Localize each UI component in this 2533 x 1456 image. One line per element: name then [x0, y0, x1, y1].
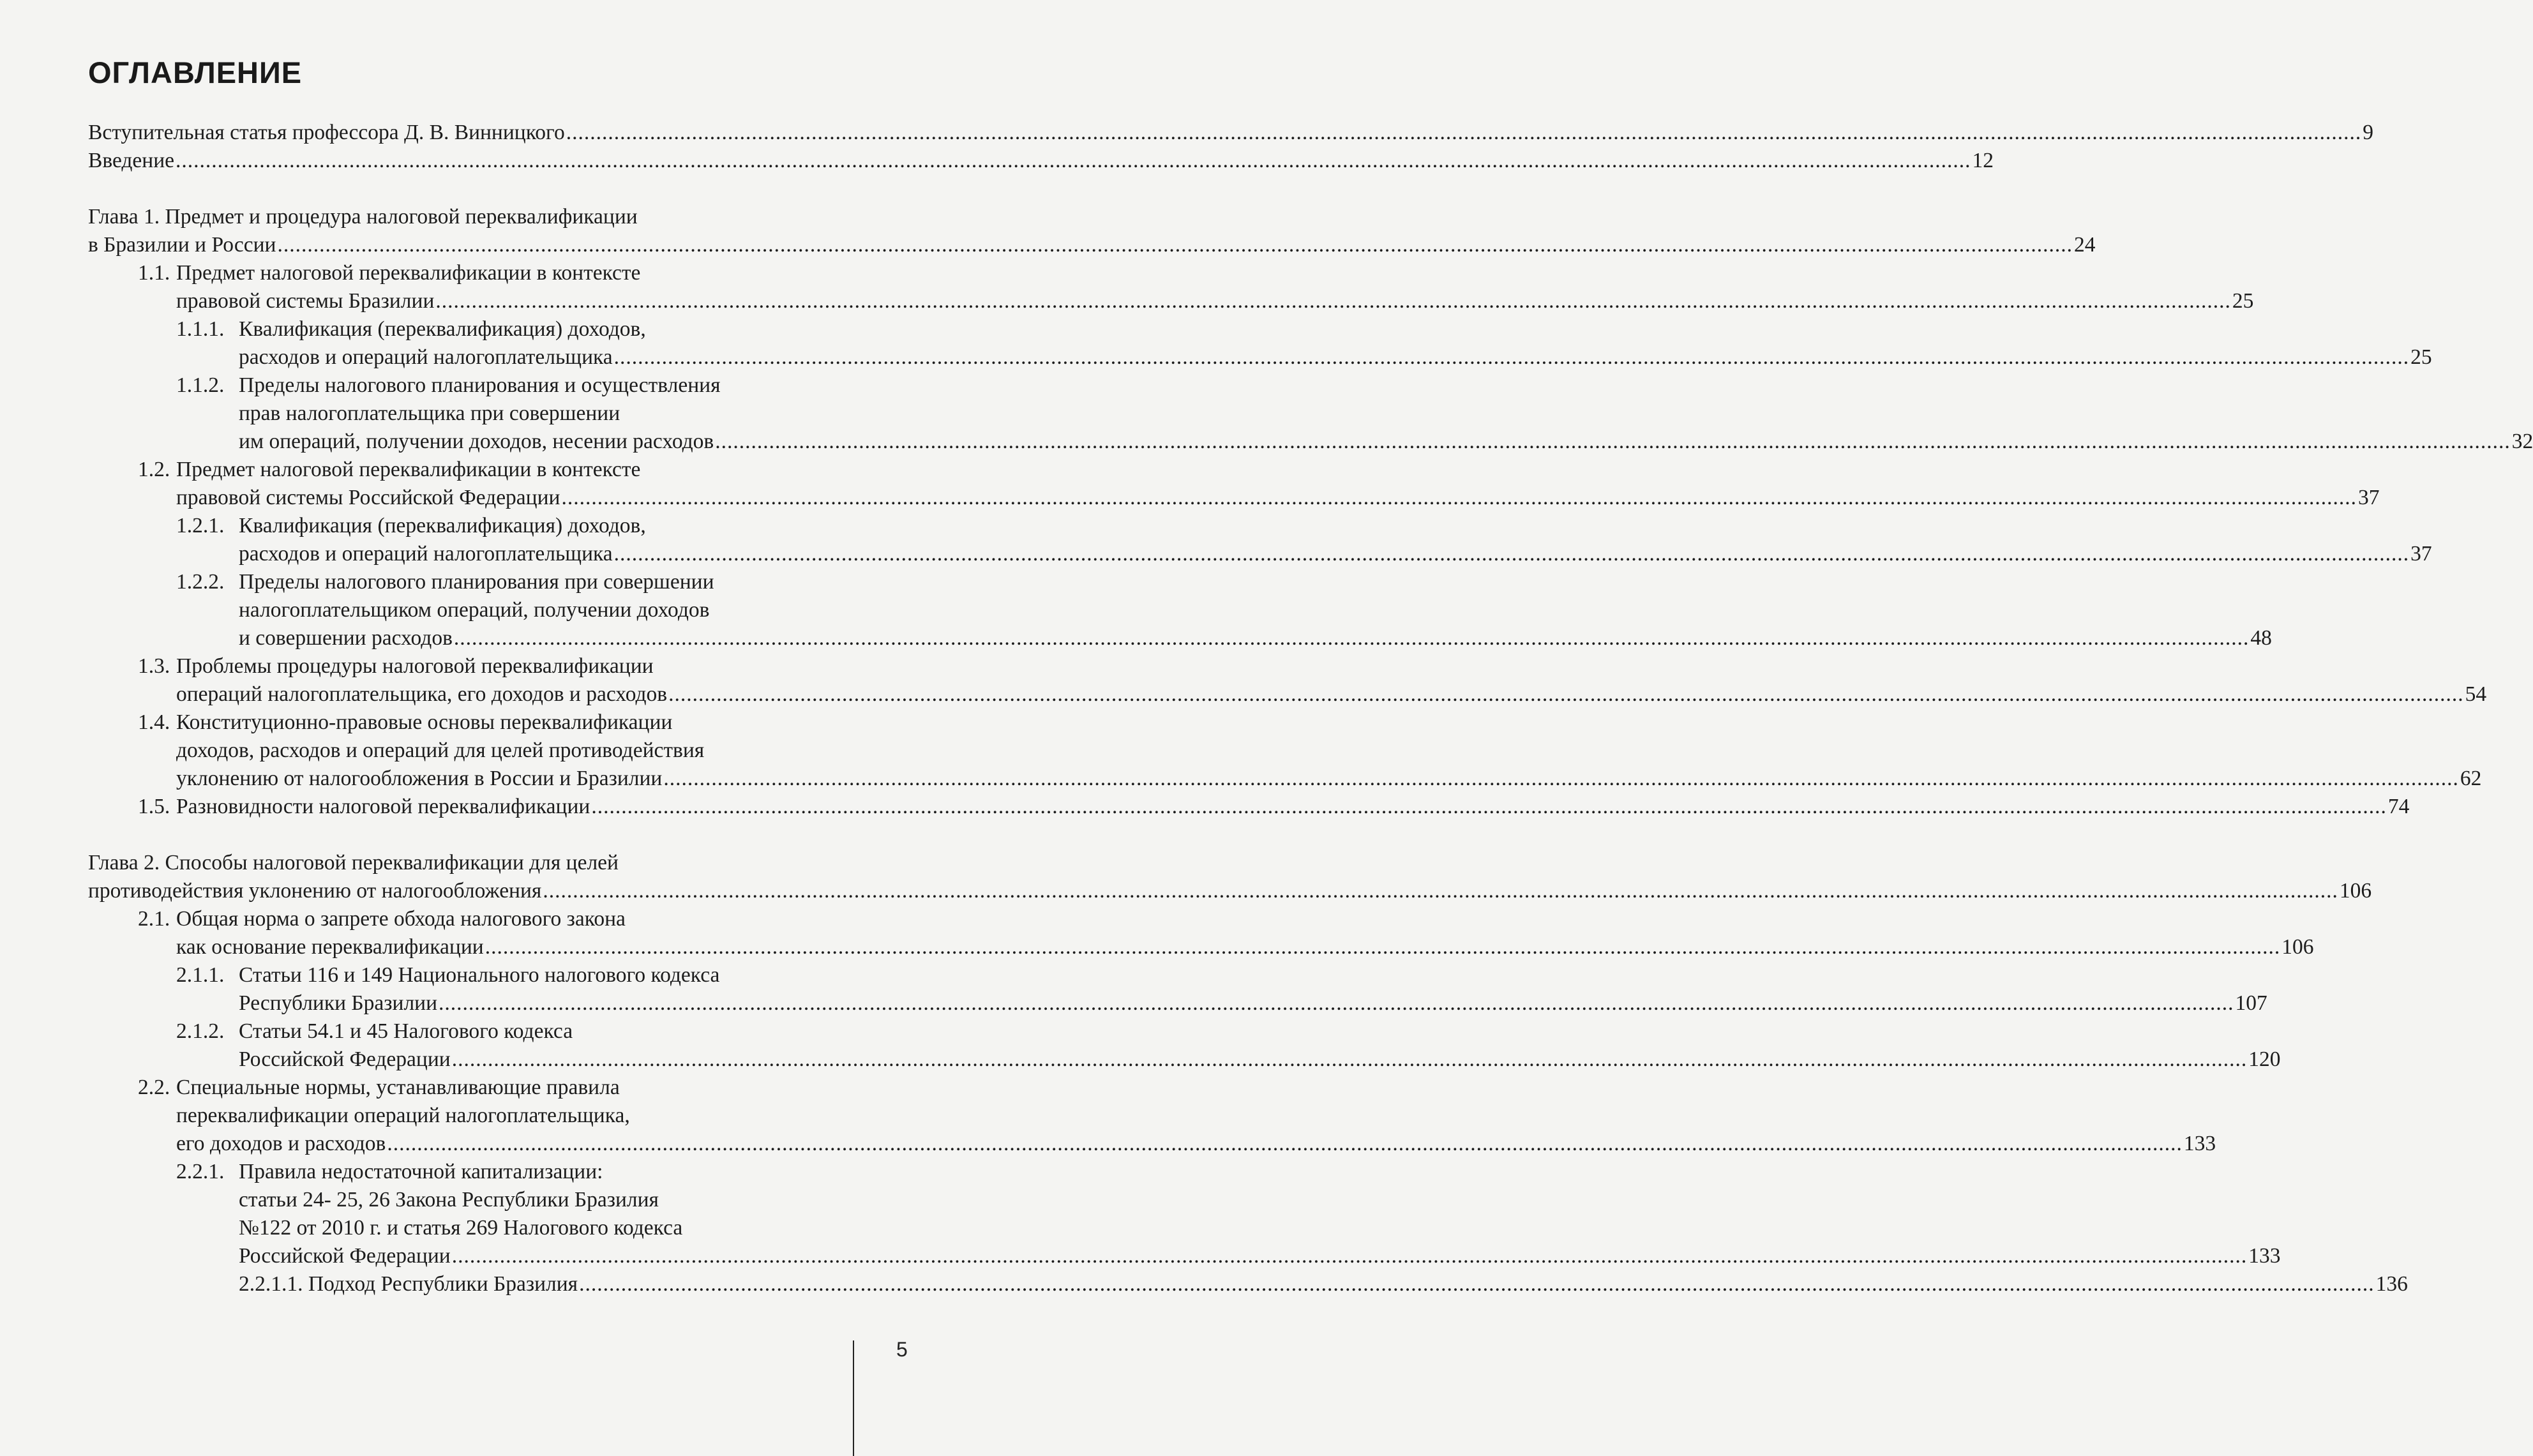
toc-entry-title-line: Специальные нормы, устанавливающие правила [176, 1076, 620, 1099]
toc-entry-title-line: уклонению от налогообложения в России и Бразилии [176, 767, 663, 790]
toc-entry-title-line: правовой системы Бразилии [176, 289, 435, 313]
toc-entry-title-line: Глава 1. Предмет и процедура налоговой переквалификации [88, 205, 638, 229]
toc-entry-title-line: №122 от 2010 г. и статья 269 Налогового кодекса [239, 1216, 683, 1240]
dot-leader: ............................................................................................................................................................................................................................................................................................................ [277, 233, 2073, 257]
toc-entry-page: 133 [2183, 1132, 2216, 1155]
toc-entry-number: 1.2.1. [176, 514, 225, 537]
toc-entry-title-line: 2.2.1.1. Подход Республики Бразилия [239, 1272, 578, 1296]
toc-entry-title-line: доходов, расходов и операций для целей противодействия [176, 739, 705, 762]
dot-leader: ............................................................................................................................................................................................................................................................................................................ [613, 345, 2410, 369]
dot-leader: ............................................................................................................................................................................................................................................................................................................ [613, 542, 2410, 566]
toc-entry-page: 54 [2465, 682, 2487, 706]
toc-entry-title-line: Российской Федерации [239, 1047, 451, 1071]
toc-entry-page: 106 [2281, 935, 2314, 959]
toc-entry-title-line: Глава 2. Способы налоговой переквалификации для целей [88, 851, 619, 874]
toc-entry-title-line: как основание переквалификации [176, 935, 484, 959]
toc-entry-page: 37 [2410, 542, 2432, 566]
dot-leader: ............................................................................................................................................................................................................................................................................................................ [566, 121, 2362, 144]
dot-leader: ............................................................................................................................................................................................................................................................................................................ [485, 935, 2281, 959]
toc-entry-title-line: и совершении расходов [239, 626, 453, 650]
toc-entry-title-line: расходов и операций налогоплательщика [239, 542, 613, 566]
dot-leader: ............................................................................................................................................................................................................................................................................................................ [715, 430, 2511, 453]
toc-entry-title-line: Общая норма о запрете обхода налогового закона [176, 907, 626, 931]
dot-leader: ............................................................................................................................................................................................................................................................................................................ [543, 879, 2338, 903]
toc-entry-number: 2.2. [138, 1076, 170, 1099]
dot-leader: ............................................................................................................................................................................................................................................................................................................ [451, 1244, 2248, 1268]
toc-entry-page: 9 [2363, 121, 2373, 144]
toc-entry-page: 48 [2250, 626, 2272, 650]
dot-leader: ............................................................................................................................................................................................................................................................................................................ [663, 767, 2459, 790]
toc-entry-title-line: расходов и операций налогоплательщика [239, 345, 613, 369]
toc-entry-title-line: Квалификация (переквалификация) доходов, [239, 317, 646, 341]
dot-leader: ............................................................................................................................................................................................................................................................................................................ [435, 289, 2231, 313]
dot-leader: ............................................................................................................................................................................................................................................................................................................ [561, 486, 2357, 509]
toc-entry-title-line: Пределы налогового планирования и осуществления [239, 373, 721, 397]
toc-entry-title-line: налогоплательщиком операций, получении доходов [239, 598, 710, 622]
toc-entry-number: 1.5. [138, 795, 170, 818]
toc-entry-number: 1.1.1. [176, 317, 225, 341]
toc-entry-title-line: Конституционно-правовые основы переквалификации [176, 710, 673, 734]
toc-entry-title-line: правовой системы Российской Федерации [176, 486, 560, 509]
toc-entry-number: 2.1.2. [176, 1019, 225, 1043]
page-number: 5 [896, 1338, 908, 1361]
toc-entry-title-line: Предмет налоговой переквалификации в контексте [176, 261, 641, 285]
toc-entry-title-line: Пределы налогового планирования при совершении [239, 570, 714, 594]
toc-entry-number: 1.3. [138, 654, 170, 678]
toc-entry-page: 25 [2410, 345, 2432, 369]
toc-entry-title-line: его доходов и расходов [176, 1132, 386, 1155]
toc-entry-page: 32 [2511, 430, 2533, 453]
toc-entry-title-line: в Бразилии и России [88, 233, 276, 257]
toc-entry-title-line: им операций, получении доходов, несении расходов [239, 430, 714, 453]
toc-entry-page: 25 [2232, 289, 2254, 313]
toc-entry-page: 106 [2339, 879, 2372, 903]
toc-entry-title-line: прав налогоплательщика при совершении [239, 402, 620, 425]
toc-entry-number: 2.2.1. [176, 1160, 225, 1183]
toc-entry-page: 133 [2248, 1244, 2281, 1268]
toc-entry-page: 107 [2235, 991, 2267, 1015]
dot-leader: ............................................................................................................................................................................................................................................................................................................ [387, 1132, 2183, 1155]
toc-entry-title-line: противодействия уклонению от налогообложения [88, 879, 542, 903]
toc-entry-page: 24 [2073, 233, 2096, 257]
toc-entry-number: 1.1.2. [176, 373, 225, 397]
toc-entry-page: 62 [2460, 767, 2482, 790]
dot-leader: ............................................................................................................................................................................................................................................................................................................ [439, 991, 2234, 1015]
dot-leader: ............................................................................................................................................................................................................................................................................................................ [668, 682, 2464, 706]
toc-entry-page: 74 [2387, 795, 2410, 818]
toc-entry-title-line: Разновидности налоговой переквалификации [176, 795, 590, 818]
toc-entry-title-line: Вступительная статья профессора Д. В. Винницкого [88, 121, 565, 144]
toc-entry-title-line: Российской Федерации [239, 1244, 451, 1268]
toc-entry-title-line: переквалификации операций налогоплательщика, [176, 1104, 630, 1127]
toc-entry-number: 2.1. [138, 907, 170, 931]
toc-entry-title-line: Правила недостаточной капитализации: [239, 1160, 603, 1183]
toc-entry-number: 1.4. [138, 710, 170, 734]
toc-entry-page: 120 [2248, 1047, 2281, 1071]
dot-leader: ............................................................................................................................................................................................................................................................................................................ [591, 795, 2387, 818]
toc-entry-title-line: статьи 24- 25, 26 Закона Республики Бразилия [239, 1188, 659, 1212]
toc-entry-number: 2.1.1. [176, 963, 225, 987]
toc-entry-title-line: Статьи 54.1 и 45 Налогового кодекса [239, 1019, 573, 1043]
toc-entry-title-line: Статьи 116 и 149 Национального налогового кодекса [239, 963, 720, 987]
toc-entry-title-line: Введение [88, 149, 175, 172]
dot-leader: ............................................................................................................................................................................................................................................................................................................ [453, 626, 2250, 650]
toc-entry-page: 136 [2375, 1272, 2408, 1296]
toc-entry-page: 12 [1972, 149, 1994, 172]
toc-entry-title-line: Республики Бразилии [239, 991, 438, 1015]
toc-heading: ОГЛАВЛЕНИЕ [88, 56, 303, 89]
dot-leader: ............................................................................................................................................................................................................................................................................................................ [451, 1047, 2248, 1071]
toc-entry-title-line: операций налогоплательщика, его доходов и расходов [176, 682, 668, 706]
toc-entry-title-line: Предмет налоговой переквалификации в контексте [176, 458, 641, 481]
toc-entry-number: 1.2. [138, 458, 170, 481]
toc-entry-page: 37 [2357, 486, 2380, 509]
toc-entry-number: 1.2.2. [176, 570, 225, 594]
dot-leader: ............................................................................................................................................................................................................................................................................................................ [176, 149, 1971, 172]
toc-entry-title-line: Квалификация (переквалификация) доходов, [239, 514, 646, 537]
toc-entry-number: 1.1. [138, 261, 170, 285]
folio-rule [853, 1340, 854, 1456]
toc-entry-title-line: Проблемы процедуры налоговой переквалификации [176, 654, 654, 678]
dot-leader: ............................................................................................................................................................................................................................................................................................................ [579, 1272, 2375, 1296]
